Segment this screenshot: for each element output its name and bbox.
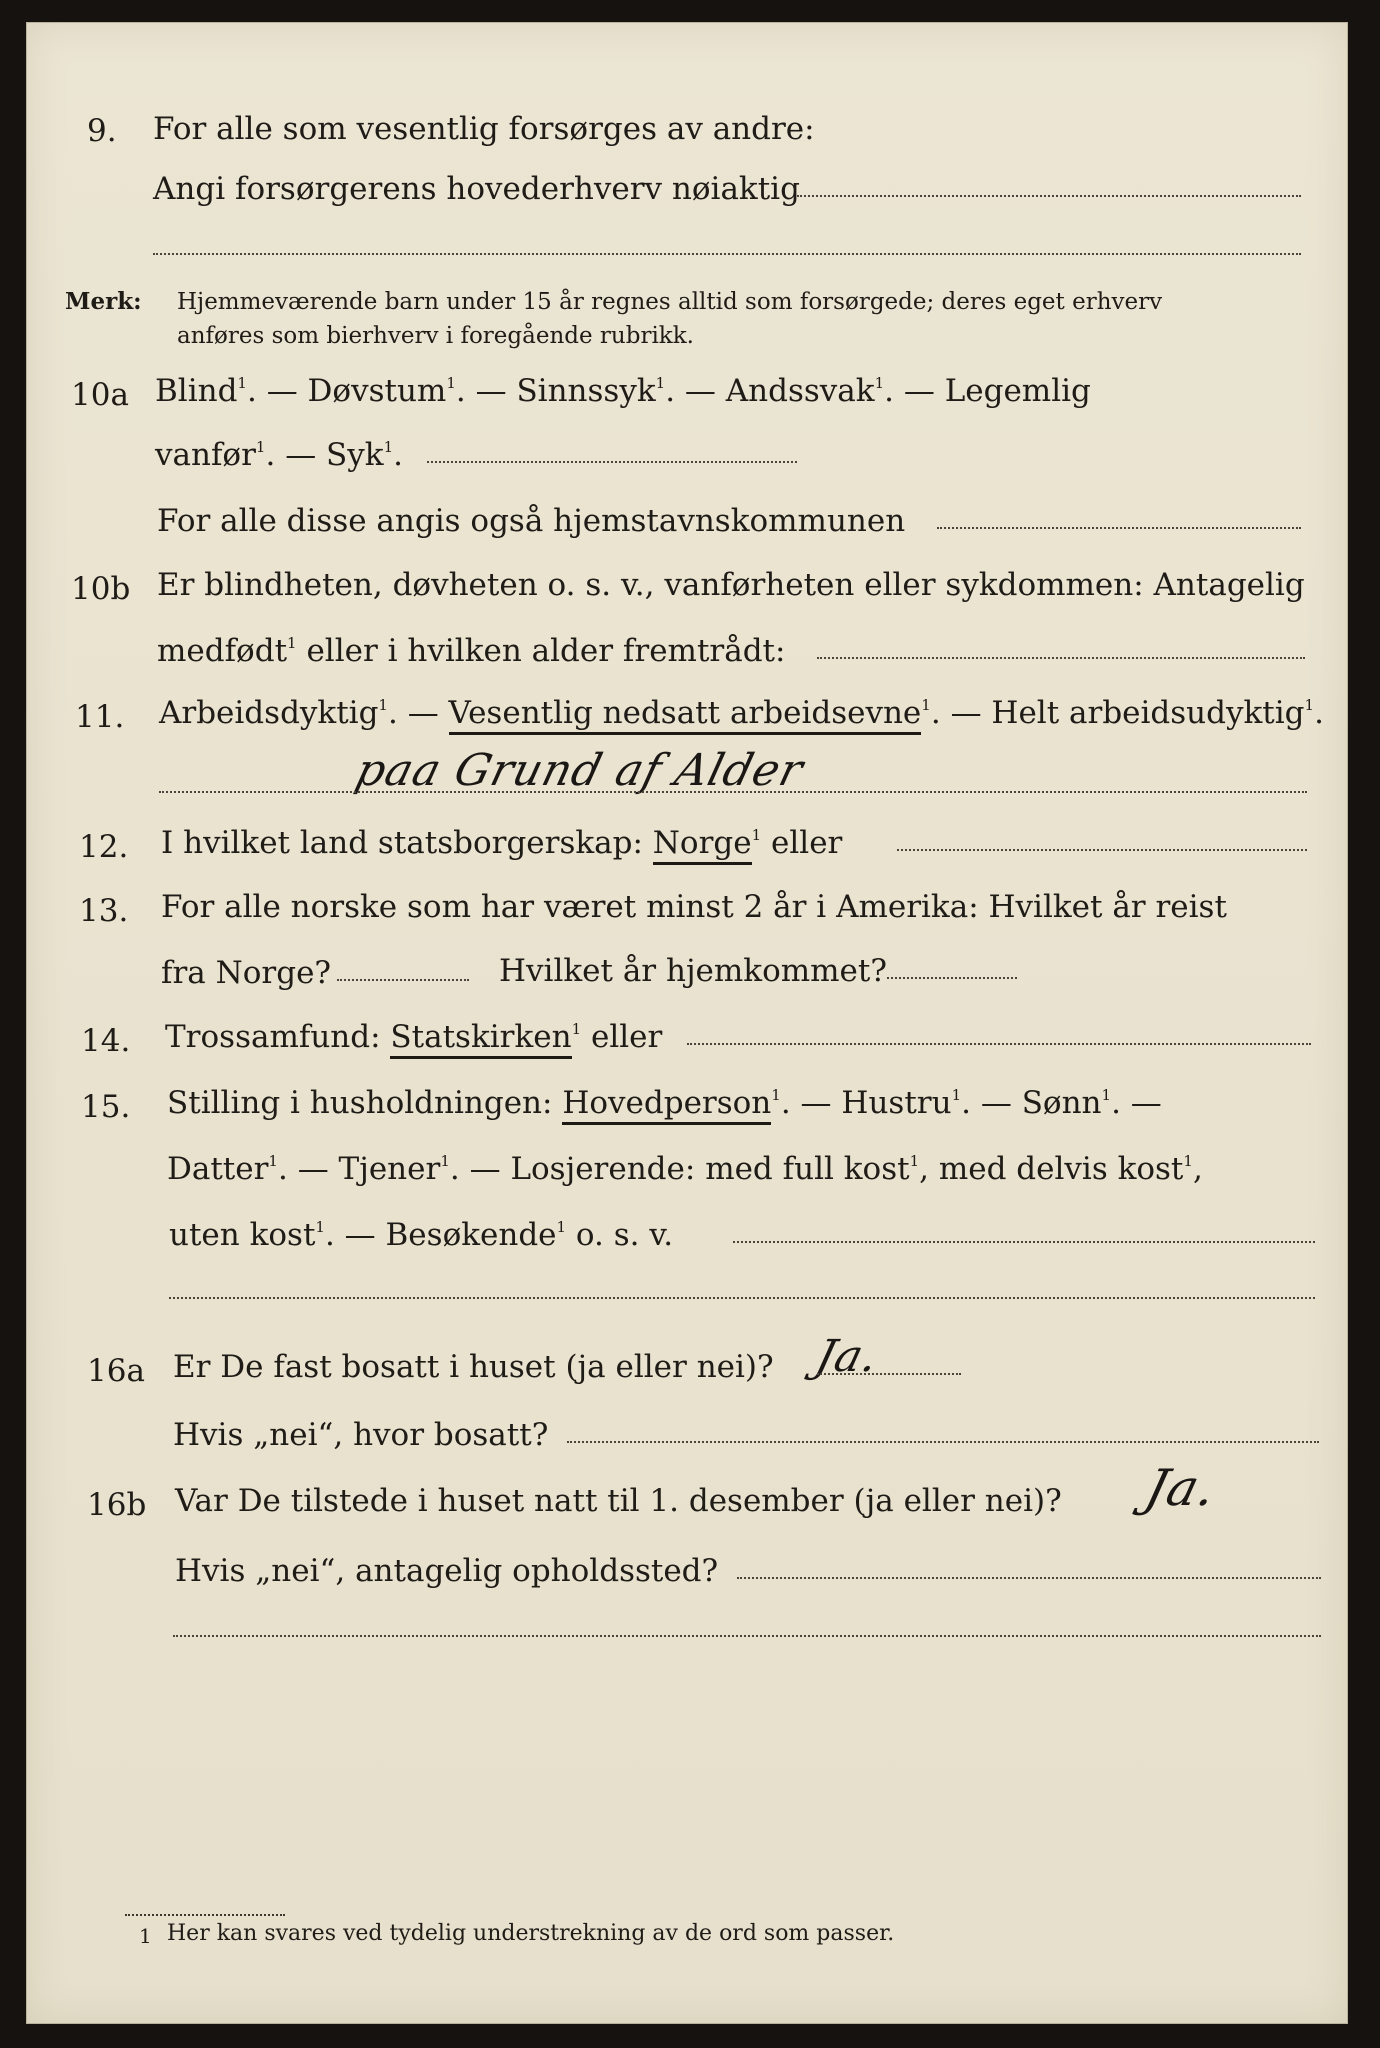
q13-returned-label: Hvilket år hjemkommet? [499,953,887,989]
q10b-answer-line[interactable] [817,657,1305,659]
q16b-question: Var De tilstede i huset natt til 1. desember (ja eller nei)? [175,1483,1062,1519]
q16b-answer-line-2[interactable] [173,1635,1321,1637]
q10a-options-line-2: vanfør$^1$. — Syk$^1$. [155,437,403,473]
q15-number: 15. [81,1089,131,1125]
q12-number: 12. [79,829,129,865]
merk-line-2: anføres som bierhverv i foregående rubrikk. [177,323,694,349]
q16a-question: Er De fast bosatt i huset (ja eller nei)? [173,1349,774,1385]
option-uten-kost[interactable]: uten kost [169,1217,316,1253]
q14-line: Trossamfund: Statskirken$^1$ eller [165,1019,662,1055]
q10a-municipality-line[interactable] [937,527,1301,529]
footnote-mark: 1 [139,1924,152,1948]
option-besokende[interactable]: Besøkende [385,1217,557,1253]
q10a-answer-line[interactable] [427,461,797,463]
q13-number: 13. [79,893,129,929]
q10a-number: 10a [71,377,129,413]
q16a-answer-line[interactable] [817,1373,961,1375]
q12-line: I hvilket land statsborgerskap: Norge$^1$ eller [161,825,842,861]
footnote-rule [125,1914,285,1916]
option-arbeidsdyktig[interactable]: Arbeidsdyktig [159,695,379,731]
option-legemlig[interactable]: Legemlig [944,373,1091,409]
q13-year-left-line[interactable] [337,979,469,981]
option-delvis-kost[interactable]: med delvis kost [938,1151,1184,1187]
q13-year-returned-line[interactable] [887,977,1017,979]
q14-answer-line[interactable] [687,1043,1311,1045]
q16b-whereabouts-label: Hvis „nei“, antagelig opholdssted? [175,1553,719,1589]
q16a-number: 16a [87,1353,145,1389]
footnote-text: Her kan svares ved tydelig understrekning av de ord som passer. [167,1921,895,1946]
merk-label: Merk: [65,288,142,315]
q9-number: 9. [87,113,117,149]
option-datter[interactable]: Datter [167,1151,269,1187]
q14-number: 14. [81,1023,131,1059]
q16a-where-label: Hvis „nei“, hvor bosatt? [173,1417,549,1453]
q16b-answer-line[interactable] [737,1577,1321,1579]
census-form-page [26,22,1348,2024]
merk-line-1: Hjemmeværende barn under 15 år regnes alltid som forsørgede; deres eget erhverv [177,289,1163,315]
q9-answer-line-2[interactable] [153,253,1301,255]
q10b-number: 10b [71,571,131,607]
q9-answer-line-1[interactable] [797,195,1301,197]
q13-line-1: For alle norske som har været minst 2 år i Amerika: Hvilket år reist [161,889,1227,925]
q15-line-3: uten kost$^1$. — Besøkende$^1$ o. s. v. [169,1217,674,1253]
option-vanfor[interactable]: vanfør [155,437,256,473]
option-sonn[interactable]: Sønn [1021,1085,1102,1121]
option-vesentlig-nedsatt-underlined[interactable]: Vesentlig nedsatt arbeidsevne [449,695,922,735]
option-syk[interactable]: Syk [326,437,384,473]
q13-from-norway-label: fra Norge? [161,955,332,991]
q10a-home-municipality-label: For alle disse angis også hjemstavnskommunen [157,503,906,539]
q11-number: 11. [75,699,125,735]
option-hovedperson-underlined[interactable]: Hovedperson [562,1085,771,1125]
q10b-line-2: medfødt$^1$ eller i hvilken alder fremtrådt: [157,633,786,669]
q15-answer-line-2[interactable] [169,1297,1315,1299]
q16b-handwritten-answer: Ja. [1139,1459,1223,1517]
q15-answer-line-1[interactable] [733,1241,1315,1243]
option-andssvak[interactable]: Andssvak [725,373,875,409]
q12-answer-line[interactable] [897,849,1307,851]
q11-options-line: Arbeidsdyktig$^1$. — Vesentlig nedsatt arbeidsevne$^1$. — Helt arbeidsudyktig$^1$. [159,695,1324,731]
q10b-line-1: Er blindheten, døvheten o. s. v., vanførheten eller sykdommen: Antagelig [157,567,1305,603]
q16a-where-line[interactable] [567,1441,1319,1443]
option-hustru[interactable]: Hustru [841,1085,952,1121]
q9-provider-occupation-label: Angi forsørgerens hovederhverv nøiaktig [153,171,800,207]
q16b-number: 16b [87,1487,147,1523]
q11-handwritten-answer: paa Grund af Alder [350,745,809,796]
q15-line-1: Stilling i husholdningen: Hovedperson$^1$. — Hustru$^1$. — Sønn$^1$. — [167,1085,1162,1121]
option-blind[interactable]: Blind [155,373,238,409]
option-statskirken-underlined[interactable]: Statskirken [390,1019,571,1059]
q15-line-2: Datter$^1$. — Tjener$^1$. — Losjerende: med full kost$^1$, med delvis kost$^1$, [167,1151,1203,1187]
q16a-handwritten-answer: Ja. [810,1331,885,1382]
option-medfodt[interactable]: medfødt [157,633,288,669]
q9-heading: For alle som vesentlig forsørges av andre: [153,111,815,147]
option-tjener[interactable]: Tjener [338,1151,441,1187]
q10a-options-line: Blind$^1$. — Døvstum$^1$. — Sinnssyk$^1$. — Andssvak$^1$. — Legemlig [155,373,1091,409]
option-dovstum[interactable]: Døvstum [307,373,447,409]
option-sinnssyk[interactable]: Sinnssyk [516,373,656,409]
option-helt-arbeidsudyktig[interactable]: Helt arbeidsudyktig [991,695,1305,731]
q11-answer-line[interactable] [159,791,1307,793]
option-norge-underlined[interactable]: Norge [653,825,752,865]
option-full-kost[interactable]: med full kost [705,1151,910,1187]
